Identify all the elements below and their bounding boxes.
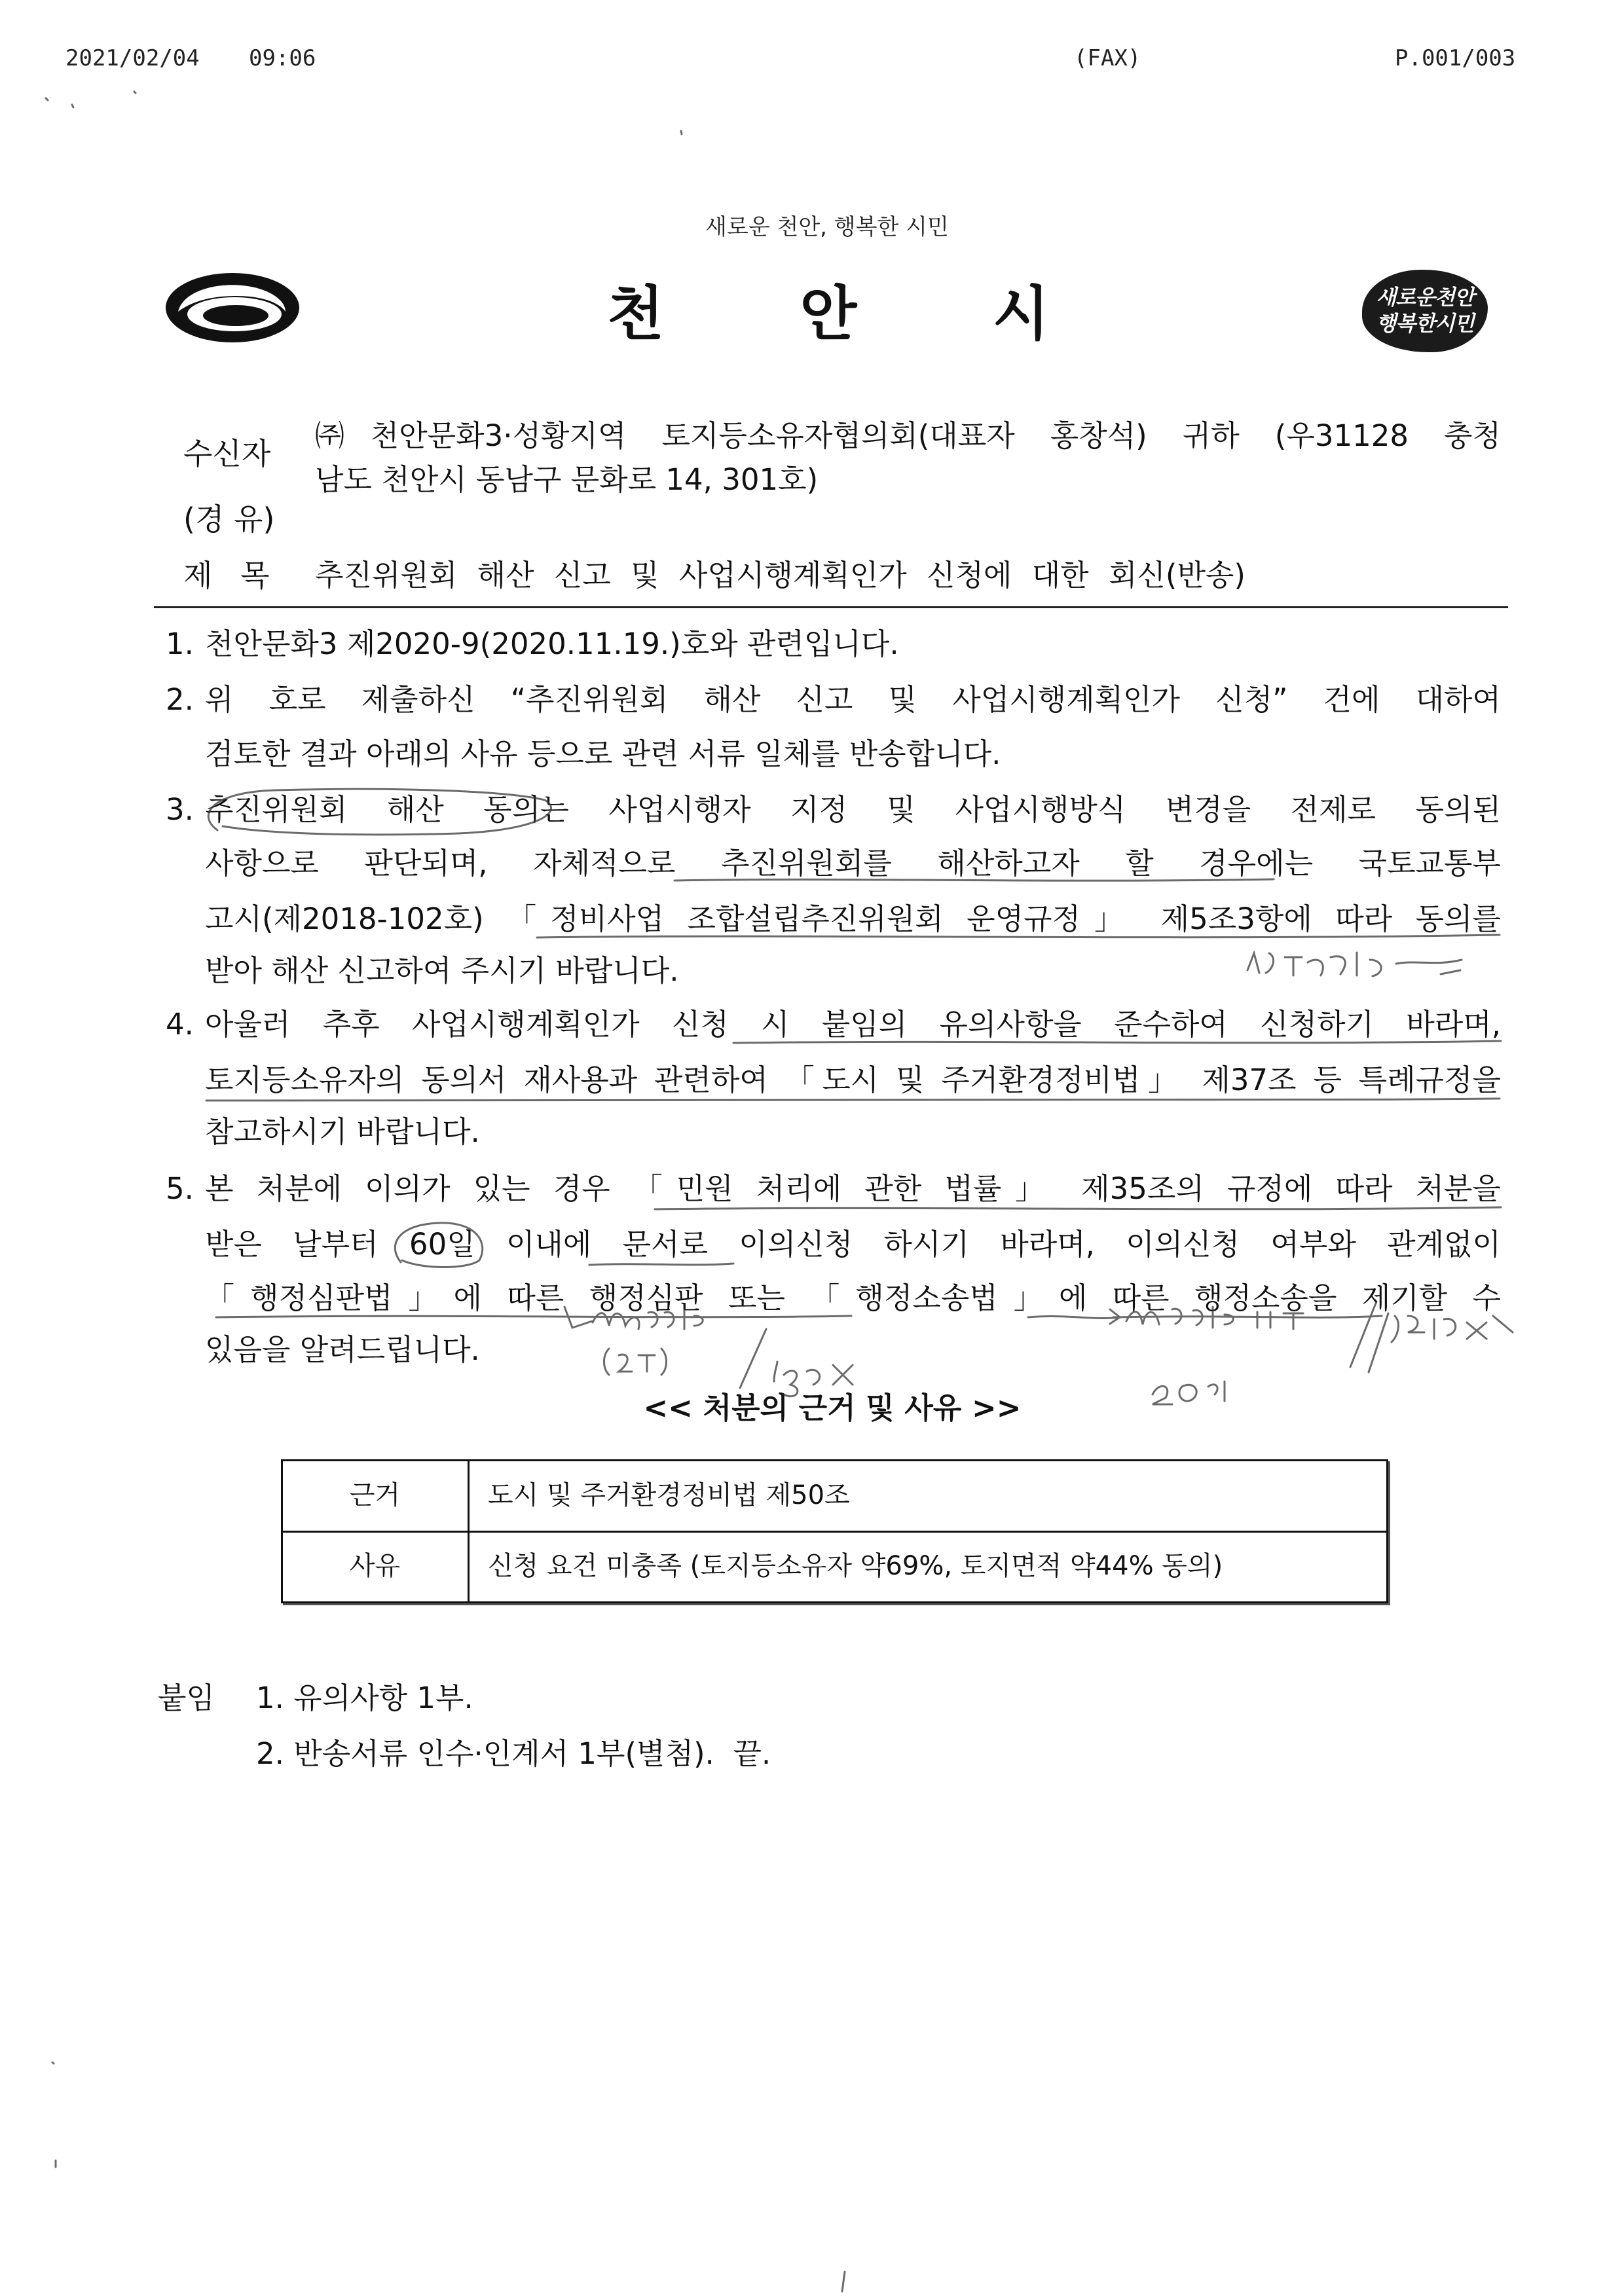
table-key-basis: 근거 [349, 1480, 401, 1510]
body-item-5-line-4: 있음을 알려드립니다. [205, 1332, 480, 1367]
seal-text-line2: 행복한시민 [1376, 311, 1474, 336]
body-item-3-line-4: 받아 해산 신고하여 주시기 바랍니다. [205, 953, 679, 988]
body-item-5-line-2: 받은 날부터 60일 이내에 문서로 이의신청 하시기 바라며, 이의신청 여부와 관계없이 [205, 1227, 1501, 1262]
body-item-number: 2. [166, 682, 194, 717]
table-key-reason: 사유 [349, 1551, 401, 1581]
attachment-item-2: 2. 반송서류 인수·인계서 1부(별첨). 끝. [256, 1736, 771, 1771]
via-label: (경 유) [183, 501, 275, 537]
reason-heading: << 처분의 근거 및 사유 >> [643, 1391, 1022, 1425]
body-item-number: 5. [166, 1171, 194, 1206]
body-item-2-line-2: 검토한 결과 아래의 사유 등으로 관련 서류 일체를 반송합니다. [205, 737, 1001, 771]
body-item-2-line-1: 위 호로 제출하신 “추진위원회 해산 신고 및 사업시행계획인가 신청” 건에 대하여 [205, 682, 1501, 717]
body-item-1-line-1: 천안문화3 제2020-9(2020.11.19.)호와 관련입니다. [205, 627, 899, 661]
issuer-title: 천 안 시 [607, 280, 1107, 348]
fax-date: 2021/02/04 [65, 45, 200, 71]
header-divider [154, 606, 1508, 608]
body-item-number: 1. [166, 627, 194, 661]
body-item-4-line-1: 아울러 추후 사업시행계획인가 신청 시 붙임의 유의사항을 준수하여 신청하기 바라며, [205, 1007, 1501, 1042]
body-item-4-line-3: 참고하시기 바랍니다. [205, 1114, 480, 1149]
slogan-seal-icon [1362, 270, 1488, 352]
table-value-reason: 신청 요건 미충족 (토지등소유자 약69%, 토지면적 약44% 동의) [488, 1551, 1223, 1581]
body-item-3-line-2: 사항으로 판단되며, 자체적으로 추진위원회를 해산하고자 할 경우에는 국토교통부 [205, 846, 1501, 881]
body-item-5-line-3: 「행정심판법」에 따른 행정심판 또는 「행정소송법」에 따른 행정소송을 제기할 수 [205, 1281, 1501, 1315]
fax-page-number: P.001/003 [1395, 45, 1516, 71]
body-item-3-line-3: 고시(제2018-102호) 「정비사업 조합설립추진위원회 운영규정」 제5조3항에 따라 동의를 [205, 902, 1501, 936]
body-item-5-line-1: 본 처분에 이의가 있는 경우 「민원 처리에 관한 법률」 제35조의 규정에 따라 처분을 [205, 1171, 1501, 1206]
recipient-line-2: 남도 천안시 동남구 문화로 14, 301호) [315, 462, 819, 497]
fax-time: 09:06 [249, 45, 316, 71]
cheonan-city-logo-icon [164, 271, 301, 344]
table-row-divider [281, 1531, 1388, 1533]
recipient-line-1: ㈜천안문화3·성황지역 토지등소유자협의회(대표자 홍창석) 귀하 (우31128 충청 [315, 418, 1501, 453]
attachments-label: 붙임 [158, 1681, 215, 1715]
body-item-number: 4. [166, 1007, 194, 1042]
table-value-basis: 도시 및 주거환경정비법 제50조 [488, 1480, 850, 1510]
body-item-4-line-2: 토지등소유자의 동의서 재사용과 관련하여 「도시 및 주거환경정비법」 제37조 등 특례규정을 [205, 1063, 1501, 1097]
seal-text-line1: 새로운천안 [1376, 285, 1474, 310]
subject-label: 제 목 [183, 558, 279, 593]
city-slogan: 새로운 천안, 행복한 시민 [705, 214, 949, 240]
attachment-item-1: 1. 유의사항 1부. [256, 1681, 473, 1715]
fax-label: (FAX) [1074, 45, 1141, 71]
subject-text: 추진위원회 해산 신고 및 사업시행계획인가 신청에 대한 회신(반송) [315, 558, 1246, 592]
body-item-number: 3. [166, 792, 194, 827]
body-item-3-line-1: 추진위원회 해산 동의는 사업시행자 지정 및 사업시행방식 변경을 전제로 동의된 [205, 792, 1501, 827]
recipient-label: 수신자 [183, 436, 271, 471]
